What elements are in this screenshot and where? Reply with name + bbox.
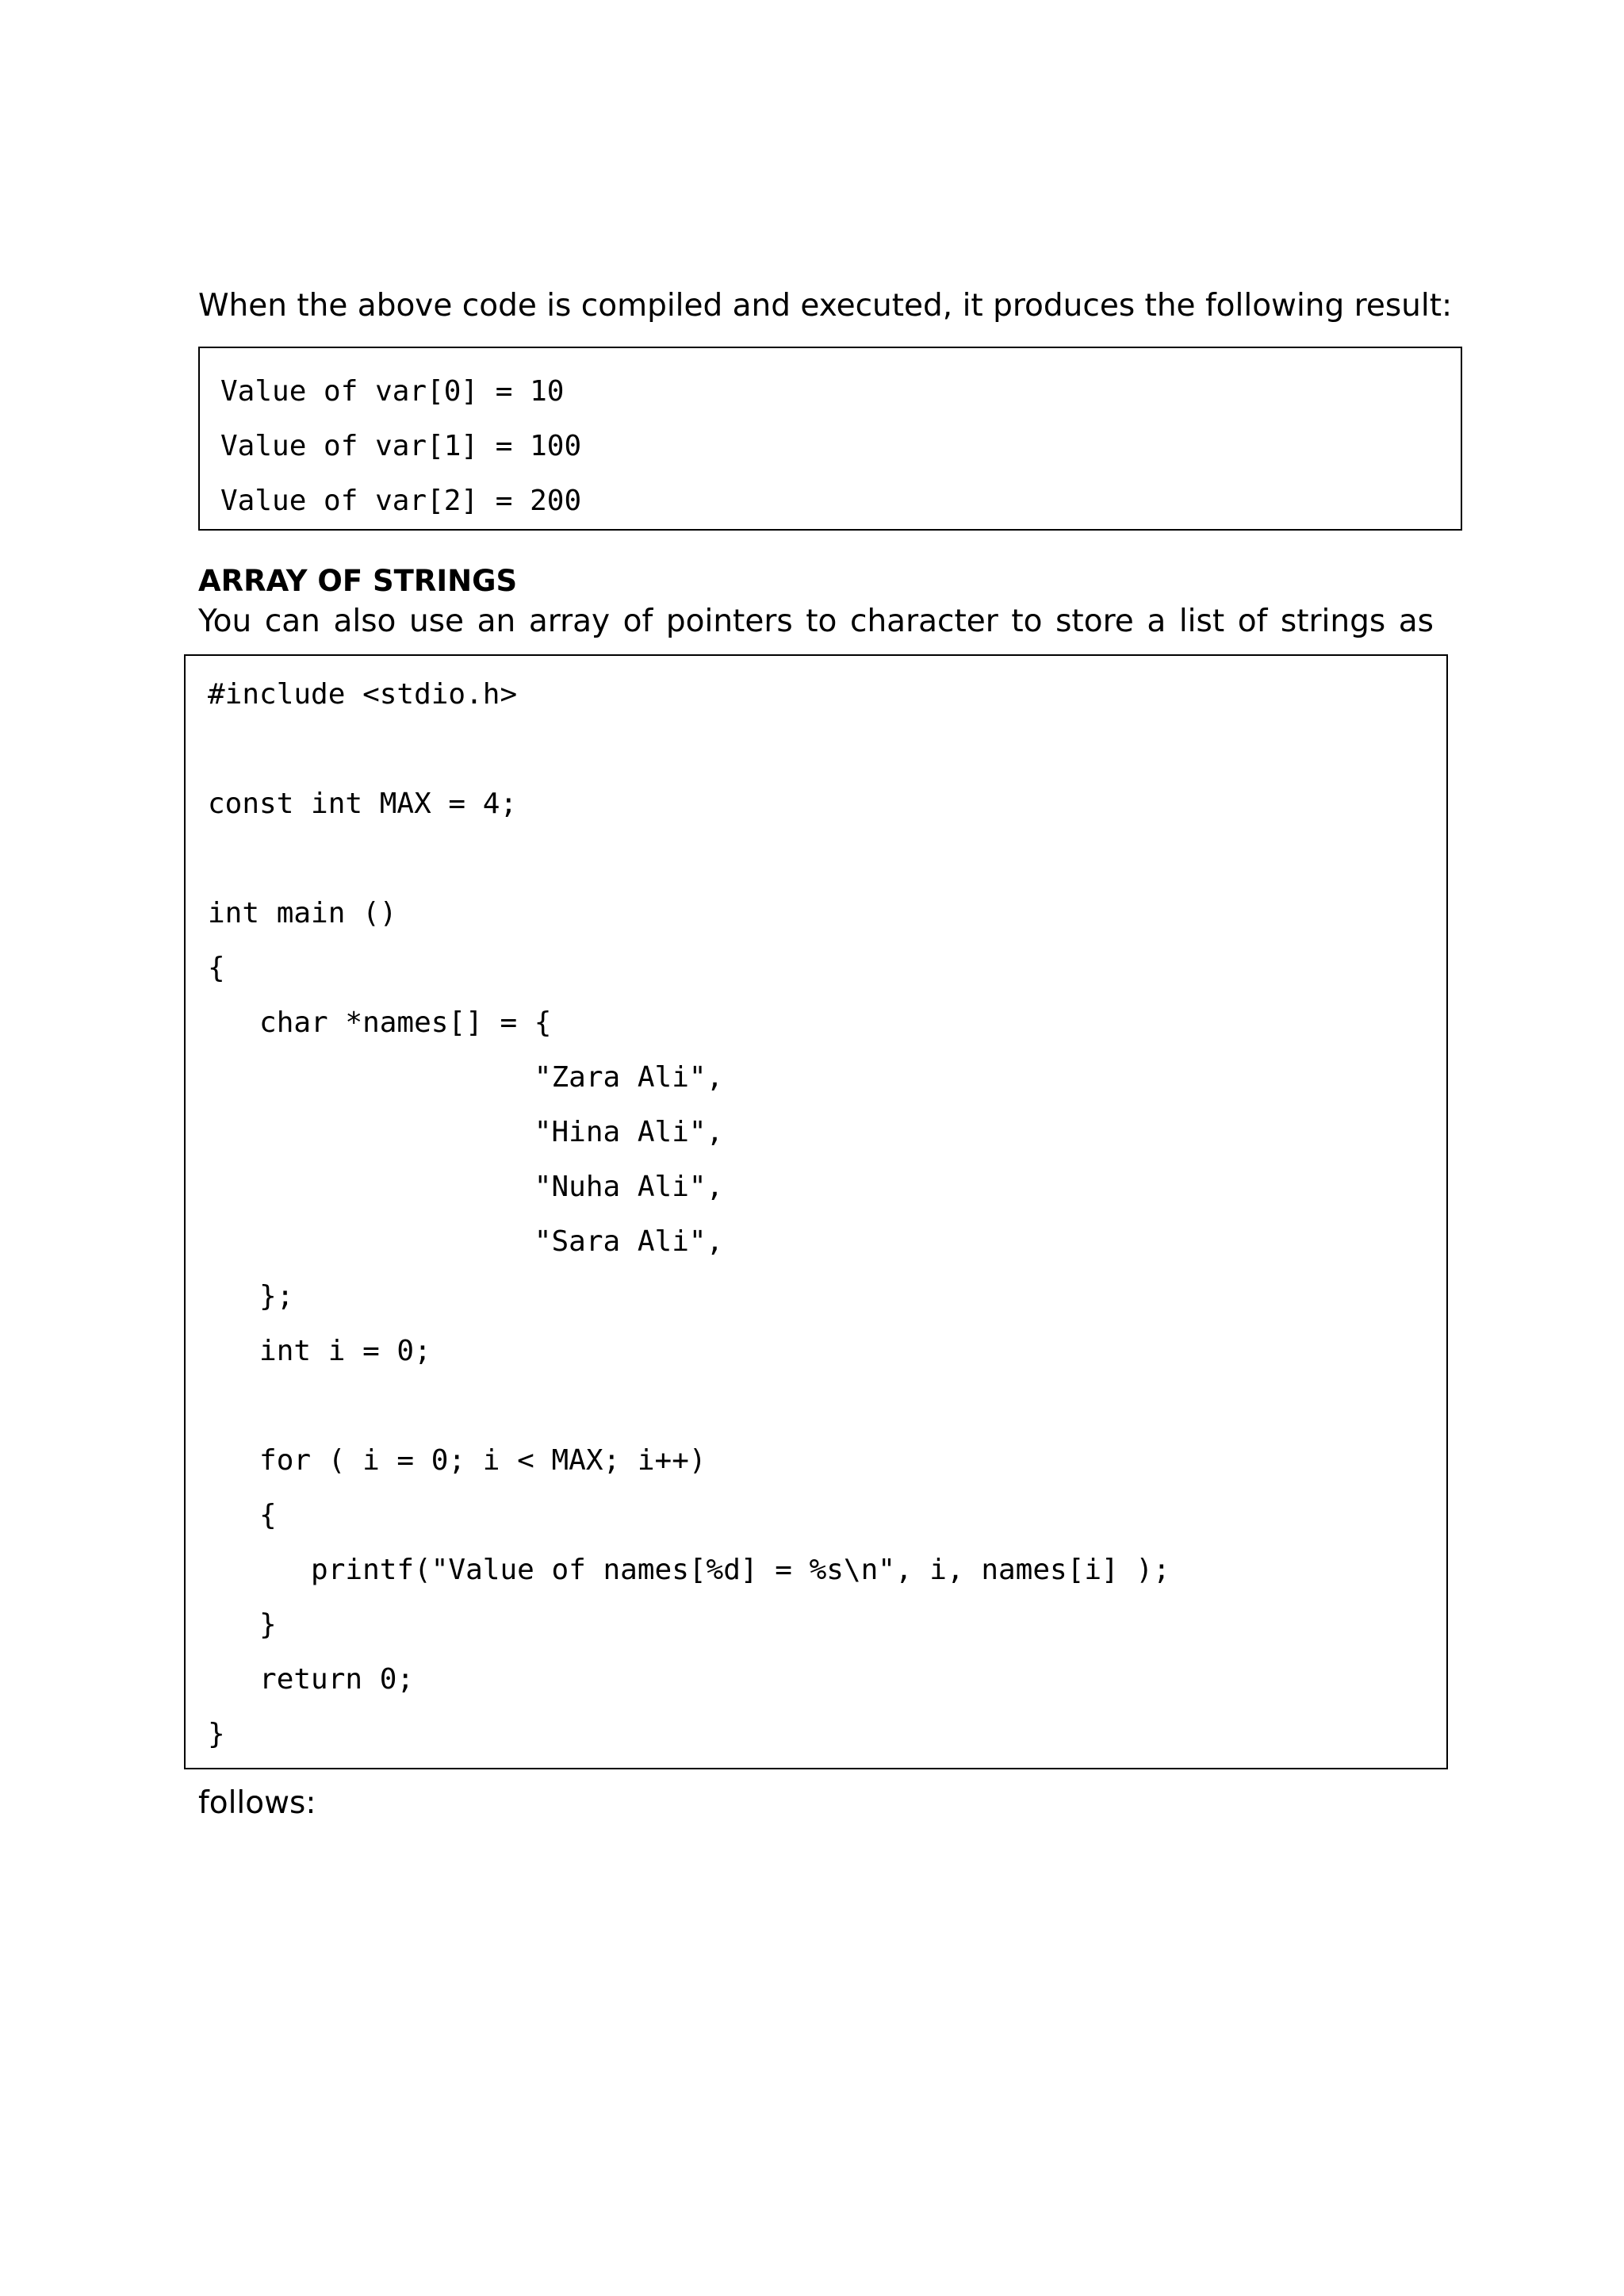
code-line	[208, 1378, 1424, 1433]
code-line: printf("Value of names[%d] = %s\n", i, names[i] );	[208, 1554, 1170, 1586]
code-line: const int MAX = 4;	[208, 788, 518, 820]
code-block	[184, 654, 1448, 1769]
code-line: int main ()	[208, 897, 397, 930]
code-line: "Hina Ali",	[208, 1116, 724, 1148]
section-heading: ARRAY OF STRINGS	[198, 564, 518, 598]
code-line: "Nuha Ali",	[208, 1171, 724, 1203]
intro-paragraph: When the above code is compiled and executed, it produces the following result:	[198, 288, 1453, 324]
output-line: Value of var[1] = 100	[220, 430, 582, 462]
description-continuation: follows:	[198, 1785, 316, 1821]
code-line: #include <stdio.h>	[208, 678, 518, 711]
code-line: }	[208, 1718, 225, 1750]
code-line: "Sara Ali",	[208, 1225, 724, 1258]
output-line: Value of var[0] = 10	[220, 375, 565, 408]
code-line	[208, 831, 1424, 886]
output-line: Value of var[2] = 200	[220, 485, 582, 517]
code-line: }	[208, 1608, 277, 1641]
code-line: {	[208, 952, 225, 984]
code-line: int i = 0;	[208, 1335, 431, 1367]
description-paragraph: You can also use an array of pointers to character to store a list of strings as	[198, 604, 1434, 639]
code-line	[208, 722, 1424, 776]
code-line: char *names[] = {	[208, 1006, 552, 1039]
code-line: for ( i = 0; i < MAX; i++)	[208, 1444, 707, 1477]
code-line: return 0;	[208, 1663, 415, 1696]
output-block	[198, 347, 1462, 531]
code-line: {	[208, 1499, 277, 1531]
code-line: };	[208, 1280, 294, 1313]
code-line: "Zara Ali",	[208, 1061, 724, 1094]
